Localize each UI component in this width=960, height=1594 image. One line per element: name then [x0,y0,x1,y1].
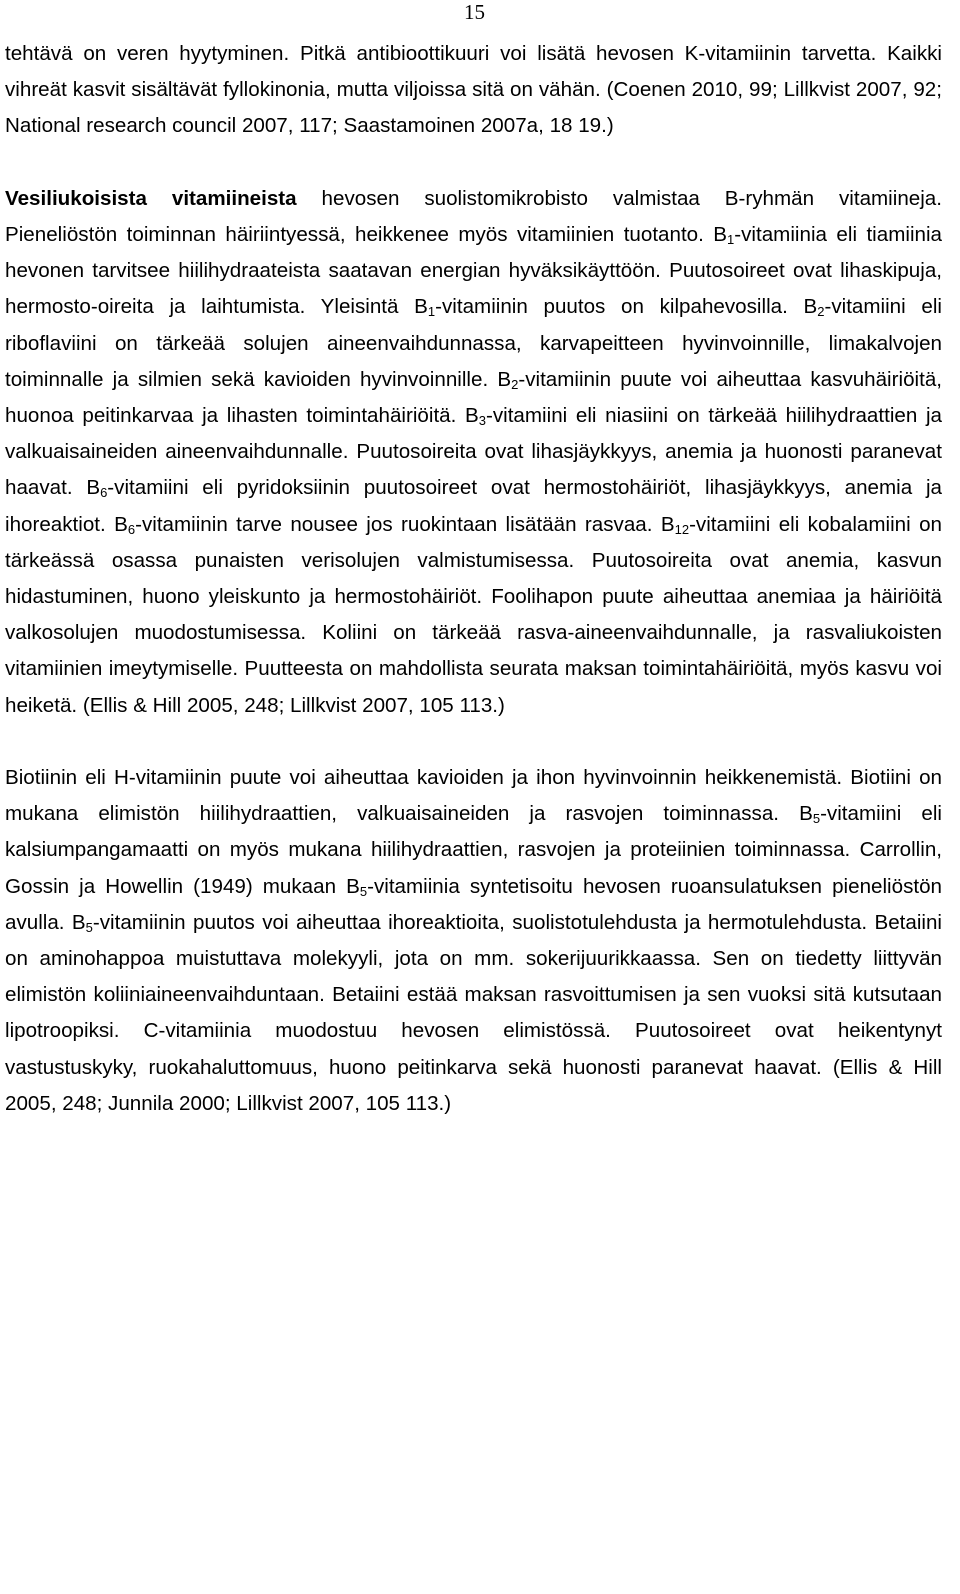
text-run: -vitamiini eli riboflaviini on tärkeää solujen aineenvaihdunnassa, karvapeitteen hyvinvoinnille, limakalvojen toiminnalle ja silmien sekä kavioiden hyvinvoinnille. B [5,295,942,391]
text-run: -vitamiini eli kalsiumpangamaatti on myös mukana hiilihydraattien, rasvojen ja proteiinien toiminnassa. Carrollin, Gossin ja Howellin (1949) mukaan B [5,802,942,898]
paragraph-spacer [5,145,942,181]
paragraph-water-soluble-vitamins [5,181,942,724]
subscript: 3 [478,413,486,429]
text-run: -vitamiini eli pyridoksiinin puutosoireet ovat hermostohäiriöt, lihasjäykkyys, anemia ja ihoreaktiot. B [5,476,942,536]
subscript: 2 [817,304,825,320]
subscript: 1 [727,232,735,247]
text-run: -vitamiinin puutos on kilpahevosilla. B [435,295,818,319]
paragraph-k-vitamin: tehtävä on veren hyytyminen. Pitkä antibioottikuuri voi lisätä hevosen K-vitamiinin tarvetta. Kaikki vihreät kasvit sisältävät fyllokinonia, mutta viljoissa sitä on vähän. (Coenen 2010, 99; Lillkvist 2007, 92; National research council 2007, 117; Saastamoinen 2007a, 18 19.) [5,42,942,138]
subscript: 1 [427,304,436,320]
document-body [5,36,942,1122]
subscript: 5 [812,811,821,827]
subscript: 2 [511,376,519,392]
text-run: -vitamiinin puute voi aiheuttaa kasvuhäiriöitä, huonoa peitinkarvaa ja lihasten toimintahäiriöitä. B [5,367,942,428]
bold-lead-term: Vesiliukoisista vitamiineista [5,186,297,210]
subscript: 6 [127,521,136,537]
page-number: 15 [464,0,485,24]
text-run: -vitamiinia syntetisoitu hevosen ruoansulatuksen pieneliöstön avulla. B [5,874,943,934]
paragraph-spacer [5,724,942,760]
text-run: hevosen suolistomikrobisto valmistaa B-ryhmän vitamiineja. Pieneliöstön toiminnan häiriintyessä, heikkenee myös vitamiinien tuotanto. B [5,186,942,246]
text-run: -vitamiini eli kobalamiini on tärkeässä osassa punaisten verisolujen valmistumisessa. Puutosoireita ovat anemia, kasvun hidastuminen, huono yleiskunto ja hermostohäiriöt. Foolihapon puute aiheuttaa anemiaa ja häiriöitä valkosolujen muodostumisessa. Koliini on tärkeää rasva-aineenvaihdunnalle, ja rasvaliukoisten vitamiinien imeytymiselle. Puutteesta on mahdollista seurata maksan toimintahäiriöitä, myös kasvu voi heiketä. (Ellis & Hill 2005, 248; Lillkvist 2007, 105 113.) [5,512,942,717]
paragraph-biotin-and-others [5,760,942,1122]
text-run: Biotiinin eli H-vitamiinin puute voi aiheuttaa kavioiden ja ihon hyvinvoinnin heikkenemistä. Biotiini on mukana elimistön hiilihydraattien, valkuaisaineiden ja rasvojen toiminnassa. B [5,766,942,826]
text-run: -vitamiinin tarve nousee jos ruokintaan lisätään rasvaa. B [135,512,675,536]
text-run: -vitamiini eli niasiini on tärkeää hiilihydraattien ja valkuaisaineiden aineenvaihdunnalle. Puutosoireita ovat lihasjäykkyys, anemia ja huonosti paranevat haavat. B [5,404,942,500]
subscript: 5 [359,883,368,899]
subscript: 5 [85,919,93,935]
text-run: -vitamiinia eli tiamiinia hevonen tarvitsee hiilihydraateista saatavan energian hyväksikäyttöön. Puutosoireet ovat lihaskipuja, hermosto-oireita ja laihtumista. Yleisintä B [5,223,942,319]
subscript: 12 [674,521,690,537]
text-run: -vitamiinin puutos voi aiheuttaa ihoreaktioita, suolistotulehdusta ja hermotulehdusta. Betaiini on aminohappoa muistuttava molekyyli, jota on mm. sokerijuurikkaassa. Sen on tiedetty liittyvän elimistön koliiniaineenvaihduntaan. Betaiini estää maksan rasvoittumisen ja sen vuoksi sitä kutsutaan lipotroopiksi. C-vitamiinia muodostuu hevosen elimistössä. Puutosoireet ovat heikentynyt vastustuskyky, ruokahaluttomuus, huono peitinkarva sekä huonosti paranevat haavat. (Ellis & Hill 2005, 248; Junnila 2000; Lillkvist 2007, 105 113.) [5,910,942,1115]
subscript: 6 [100,485,108,501]
